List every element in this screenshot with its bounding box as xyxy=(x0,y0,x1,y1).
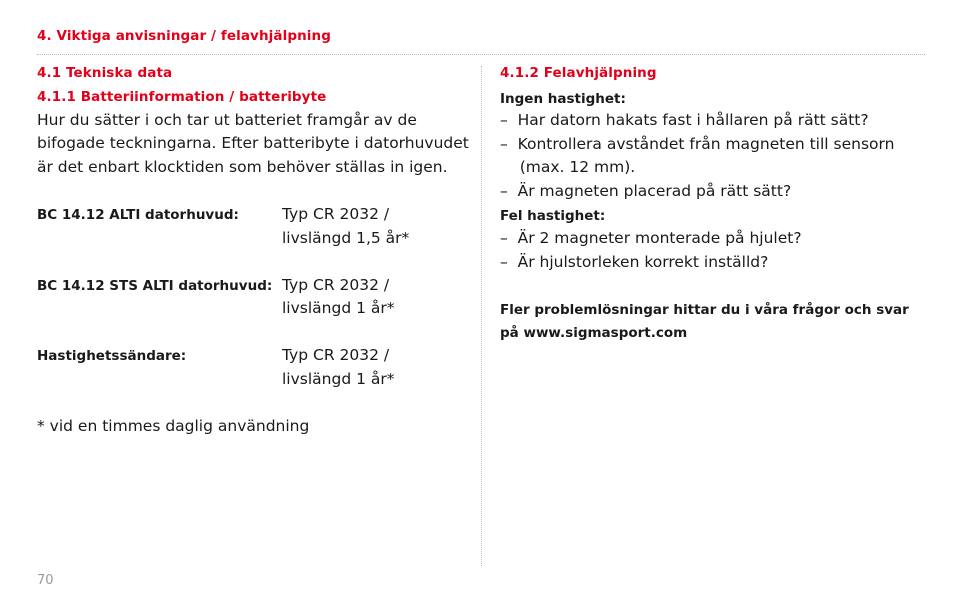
subheading-wrong-speed: Fel hastighet: xyxy=(500,208,606,224)
list-item: – Är hjulstorleken korrekt inställd? xyxy=(500,253,769,271)
spec-value: livslängd 1 år* xyxy=(282,299,395,317)
intro-line: är det enbart klocktiden som behöver ställas in igen. xyxy=(37,158,448,176)
list-item: – Har datorn hakats fast i hållaren på rätt sätt? xyxy=(500,111,869,129)
spec-value: Typ CR 2032 / xyxy=(282,205,390,223)
section-title: 4. Viktiga anvisningar / felavhjälpning xyxy=(37,28,332,44)
heading-battery-info: 4.1.1 Batteriinformation / batteribyte xyxy=(37,89,327,105)
spec-label: BC 14.12 ALTI datorhuvud: xyxy=(37,207,239,223)
heading-troubleshooting: 4.1.2 Felavhjälpning xyxy=(500,65,657,81)
page-number: 70 xyxy=(37,573,54,588)
more-help-text: Fler problemlösningar hittar du i våra frågor och svar xyxy=(500,302,909,318)
spec-value: Typ CR 2032 / xyxy=(282,276,390,294)
spec-value: livslängd 1,5 år* xyxy=(282,229,410,247)
spec-label: Hastighetssändare: xyxy=(37,348,187,364)
list-item: – Är magneten placerad på rätt sätt? xyxy=(500,182,792,200)
column-divider xyxy=(481,66,482,566)
spec-label: BC 14.12 STS ALTI datorhuvud: xyxy=(37,278,273,294)
list-item: – Kontrollera avståndet från magneten till sensorn xyxy=(500,135,895,153)
horizontal-divider xyxy=(37,54,925,55)
footnote: * vid en timmes daglig användning xyxy=(37,417,310,435)
intro-line: bifogade teckningarna. Efter batteribyte i datorhuvudet xyxy=(37,134,469,152)
spec-value: livslängd 1 år* xyxy=(282,370,395,388)
subheading-no-speed: Ingen hastighet: xyxy=(500,91,626,107)
intro-line: Hur du sätter i och tar ut batteriet framgår av de xyxy=(37,111,417,129)
heading-technical-data: 4.1 Tekniska data xyxy=(37,65,173,81)
list-item: (max. 12 mm). xyxy=(500,158,636,176)
list-item: – Är 2 magneter monterade på hjulet? xyxy=(500,229,802,247)
spec-value: Typ CR 2032 / xyxy=(282,346,390,364)
more-help-link[interactable]: på www.sigmasport.com xyxy=(500,325,688,341)
